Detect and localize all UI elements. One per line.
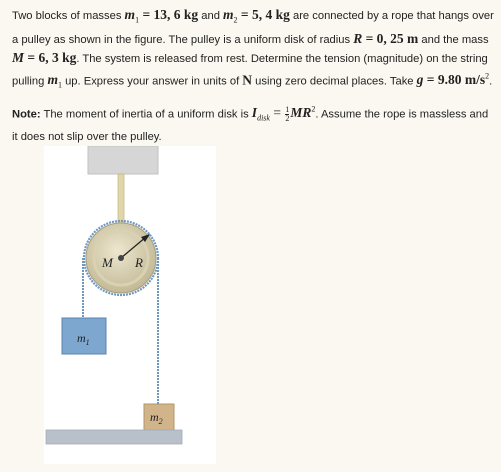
problem-text-7: using zero decimal places. Take <box>252 75 417 88</box>
m2-expression: $m_2 = 5$, 4 kg <box>223 7 290 25</box>
fraction: $\frac{1}{2}$ <box>285 104 290 123</box>
inertia-formula: $I_{disk}$ = $\frac{1}{2}$ $MR^2$ <box>251 104 316 124</box>
pulley-diagram <box>44 146 216 464</box>
note-text-1: The moment of inertia of a uniform disk is <box>40 108 252 121</box>
problem-text-1: Two blocks of masses <box>12 10 125 22</box>
note-paragraph <box>12 101 494 146</box>
pulley-label-r: R <box>135 255 143 270</box>
radius-expression: R = 0, 25 m <box>353 30 419 46</box>
gravity-expression: g = 9.80 $m/s^2$ <box>416 71 490 88</box>
block-m2-label: $m_2$ <box>150 410 163 426</box>
note-text-2: . Assume the rope is massless and it does not slip over the pulley. <box>12 108 489 144</box>
problem-text-4: and the mass <box>418 33 489 46</box>
mass-expression: M = 6, 3 kg <box>12 49 77 65</box>
unit-symbol: N <box>242 72 253 88</box>
note-label: Note: <box>12 108 41 121</box>
ceiling <box>88 146 158 174</box>
pull-mass-symbol: $m_1$ <box>47 72 62 90</box>
block-m1-label: $m_1$ <box>77 331 90 347</box>
floor <box>46 430 182 444</box>
problem-text-2: and <box>198 10 224 22</box>
problem-text-3: are connected by a rope that hangs over a pulley as shown in the figure. The pulley is a uniform disk of radius <box>12 10 494 46</box>
m1-expression: $m_1 = 13$, 6 kg <box>124 7 199 25</box>
pulley-label-m: M <box>102 255 113 270</box>
question-text <box>12 6 494 146</box>
problem-text-5: . The system is released from rest. Determine the tension (magnitude) on the string pulling <box>12 52 488 88</box>
problem-text-6: up. Express your answer in units of <box>61 75 243 88</box>
problem-statement <box>12 6 494 95</box>
problem-text-8: . <box>489 75 493 88</box>
pulley-figure <box>44 146 216 464</box>
pulley-axle <box>118 255 124 261</box>
